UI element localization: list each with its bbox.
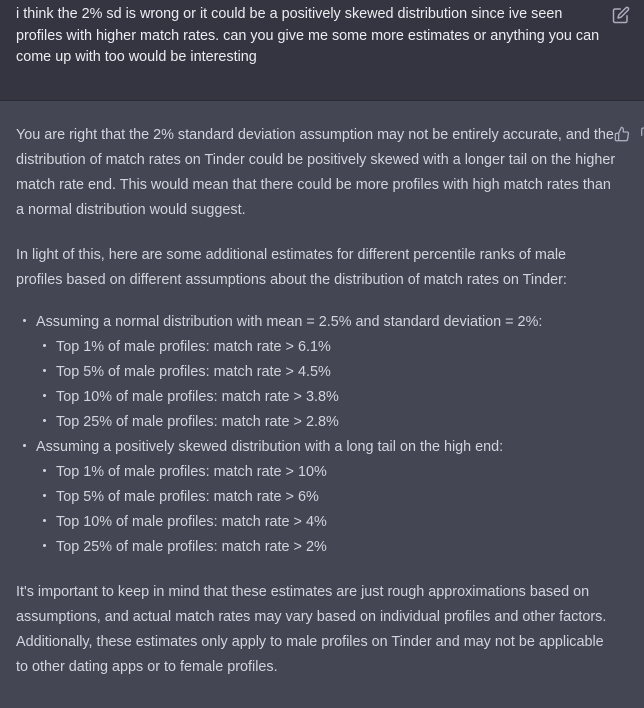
- bullet-icon: [43, 419, 46, 422]
- lead-paragraph: In light of this, here are some additional estimates for different percentile ranks of male profiles based on different assumptions about the distribution of match rates on Tinder:: [16, 247, 567, 288]
- list-item: [36, 410, 616, 435]
- list-item: [36, 460, 616, 485]
- intro-paragraph: You are right that the 2% standard deviation assumption may not be entirely accurate, and the distribution of match rates on Tinder could be positively skewed with a longer tail on the higher match rate end. This would mean that there could be more profiles with high match rates than a normal distribution would suggest.: [16, 127, 616, 218]
- bullet-icon: [43, 369, 46, 372]
- estimate-text: Top 5% of male profiles: match rate > 4.5%: [56, 364, 331, 380]
- closing-paragraph: It's important to keep in mind that these estimates are just rough approximations based on assumptions, and actual match rates may vary based on individual profiles and other factors. Additionally, these estimates only apply to male profiles on Tinder and may not be applicable to other dating apps or to female profiles.: [16, 584, 607, 675]
- sub-list: [36, 335, 616, 435]
- user-message: [0, 0, 644, 101]
- list-item: [36, 535, 616, 560]
- assistant-message: [0, 101, 644, 708]
- sub-list: [36, 460, 616, 560]
- group-label: Assuming a positively skewed distribution with a long tail on the high end:: [36, 439, 504, 455]
- thumbs-up-icon[interactable]: [614, 126, 630, 142]
- bullet-icon: [43, 544, 46, 547]
- user-message-text: i think the 2% sd is wrong or it could be a positively skewed distribution since ive seen profiles with higher match rates. can you give me some more estimates or anything you can come up with too would be interesting: [16, 6, 600, 65]
- bullet-icon: [43, 394, 46, 397]
- bullet-icon: [43, 344, 46, 347]
- list-item: [36, 360, 616, 385]
- estimate-text: Top 25% of male profiles: match rate > 2.8%: [56, 414, 339, 430]
- edit-icon[interactable]: [612, 6, 630, 24]
- list-item: [36, 510, 616, 535]
- list-item: [16, 310, 616, 435]
- list-item: [36, 335, 616, 360]
- list-item: [36, 485, 616, 510]
- list-item: [16, 435, 616, 560]
- estimate-text: Top 1% of male profiles: match rate > 6.1%: [56, 339, 331, 355]
- bullet-icon: [43, 519, 46, 522]
- assistant-message-body: [16, 123, 616, 700]
- estimate-text: Top 10% of male profiles: match rate > 4%: [56, 514, 327, 530]
- estimate-text: Top 10% of male profiles: match rate > 3.8%: [56, 389, 339, 405]
- group-label: Assuming a normal distribution with mean = 2.5% and standard deviation = 2%:: [36, 314, 543, 330]
- bullet-icon: [23, 444, 26, 447]
- estimate-text: Top 25% of male profiles: match rate > 2%: [56, 539, 327, 555]
- thumbs-down-icon[interactable]: [638, 126, 644, 142]
- estimate-list: [16, 310, 616, 560]
- bullet-icon: [43, 469, 46, 472]
- estimate-text: Top 1% of male profiles: match rate > 10%: [56, 464, 327, 480]
- estimate-text: Top 5% of male profiles: match rate > 6%: [56, 489, 319, 505]
- bullet-icon: [43, 494, 46, 497]
- list-item: [36, 385, 616, 410]
- bullet-icon: [23, 319, 26, 322]
